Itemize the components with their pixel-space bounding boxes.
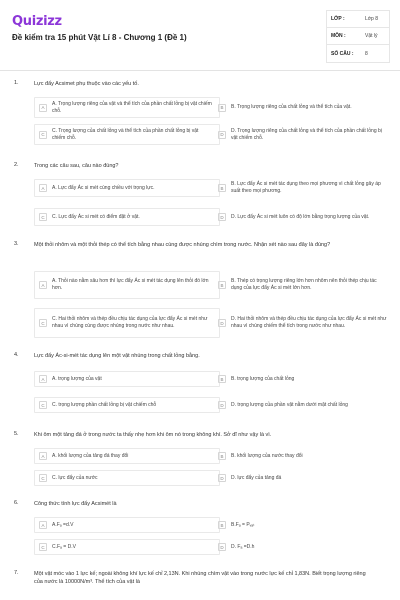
option-text: D. lực đẩy của tảng đá [231, 474, 282, 481]
option-text: A. khối lượng của tảng đá thay đổi [52, 452, 129, 459]
quizizz-logo: Quizizz [12, 14, 62, 29]
option-letter: B [218, 104, 226, 112]
question-text: Một thỏi nhôm và một thỏi thép có thể tích bằng nhau cùng được nhúng chìm trong nước. Nhận xét nào sau đây là đúng? [34, 242, 331, 248]
answer-option-b[interactable] [214, 97, 394, 118]
question-text: Lực đẩy Ác-si-mét tác dụng lên một vật nhúng trong chất lỏng bằng. [34, 353, 200, 359]
option-letter: A [39, 104, 47, 112]
meta-label: MÔN : [331, 33, 346, 39]
option-letter: D [218, 319, 226, 327]
option-letter: C [39, 319, 47, 327]
answer-option-c[interactable] [34, 397, 220, 413]
option-text: B. Lực đẩy Ác si mét tác dụng theo mọi phương vì chất lỏng gây áp suất theo mọi phương. [231, 181, 381, 194]
option-text: C. Trọng lượng của chất lỏng và thể tích của phần chất lỏng bị vật chiếm chỗ. [52, 127, 199, 141]
answer-option-a[interactable] [34, 371, 220, 387]
meta-value: 8 [365, 50, 368, 57]
option-text: A. Lực đẩy Ác si mét cùng chiều với trọng lực. [52, 184, 155, 191]
answer-option-a[interactable] [34, 179, 220, 197]
meta-value: Lớp 8 [365, 16, 379, 22]
question-text: Khi ôm một tảng đá ở trong nước ta thấy nhẹ hơn khi ôm nó trong không khí. Sở dĩ như vậy là vì. [34, 432, 272, 438]
answer-option-b[interactable] [214, 177, 394, 199]
option-letter: A [39, 375, 47, 383]
answer-option-c[interactable] [34, 470, 220, 486]
answer-option-d[interactable] [214, 470, 394, 486]
answer-option-a[interactable] [34, 517, 220, 533]
option-letter: D [218, 401, 226, 409]
option-letter: C [39, 543, 47, 551]
option-letter: C [39, 474, 47, 482]
question-text: Công thức tính lực đẩy Acsimét là [34, 501, 117, 507]
option-text: B.Fₐ = Pᵥₐₜ [231, 521, 255, 528]
option-text: C. trọng lượng phần chất lỏng bị vật chiếm chỗ [52, 401, 157, 408]
option-letter: A [39, 521, 47, 529]
meta-row-subject [327, 28, 389, 45]
answer-option-d[interactable] [214, 124, 394, 145]
answer-option-d[interactable] [214, 539, 394, 555]
question-number: 6. [14, 500, 19, 506]
question-number: 2. [14, 162, 19, 168]
option-letter: C [39, 213, 47, 221]
answer-option-b[interactable] [214, 271, 394, 299]
option-text: D. Lực đẩy Ác si mét luôn có độ lớn bằng trọng lượng của vật. [231, 213, 370, 220]
option-letter: B [218, 184, 226, 192]
question-text: Trong các câu sau, câu nào đúng? [34, 163, 119, 169]
answer-option-c[interactable] [34, 539, 220, 555]
question-number: 1. [14, 80, 19, 86]
option-text: D. Hai thỏi nhôm và thép đều chịu tác dụng của lực đẩy Ác si mét như nhau vì chúng chiếm thể tích trong nước như nhau. [231, 316, 387, 329]
question-number: 4. [14, 352, 19, 358]
question-number: 7. [14, 570, 19, 576]
option-text: D. Fₐ =D.h [231, 543, 255, 550]
answer-option-c[interactable] [34, 208, 220, 226]
meta-label: LỚP : [331, 16, 345, 22]
option-text: C. lực đẩy của nước [52, 474, 98, 481]
header-divider [0, 70, 400, 71]
answer-option-b[interactable] [214, 448, 394, 464]
answer-option-a[interactable] [34, 448, 220, 464]
question-text: Một vật móc vào 1 lực kế; ngoài không khí lực kế chỉ 2,13N. Khi nhúng chìm vật vào trong nước lực kế chỉ 1,83N. Biết trọng lượng riêng của nước là 10000N/m³. Thể tích của vật là [34, 571, 366, 585]
question-number: 3. [14, 241, 19, 247]
option-letter: A [39, 281, 47, 289]
option-text: A. Trọng lượng riêng của vật và thể tích của phần chất lỏng bị vật chiếm chỗ. [52, 100, 212, 114]
option-letter: B [218, 521, 226, 529]
option-text: D. trọng lượng của phần vật nằm dưới mặt chất lỏng [231, 401, 348, 408]
option-letter: A [39, 184, 47, 192]
option-text: B. khối lượng của nước thay đổi [231, 452, 303, 459]
option-text: C. Lực đẩy Ác si mét có điểm đặt ở vật. [52, 213, 140, 220]
worksheet-header [0, 0, 400, 64]
answer-option-c[interactable] [34, 124, 220, 145]
meta-info-box [326, 10, 390, 63]
option-letter: B [218, 452, 226, 460]
option-text: A. Thỏi nào nằm sâu hơn thì lực đẩy Ác si mét tác dụng lên thỏi đó lớn hơn. [52, 278, 209, 291]
question-text: Lực đẩy Acsimet phụ thuộc vào các yếu tố. [34, 81, 139, 87]
option-letter: D [218, 543, 226, 551]
option-text: C.Fₐ = D.V [52, 543, 76, 550]
option-letter: D [218, 474, 226, 482]
option-text: B. trọng lượng của chất lỏng [231, 375, 295, 382]
option-letter: B [218, 375, 226, 383]
answer-option-d[interactable] [214, 394, 394, 416]
answer-option-a[interactable] [34, 97, 220, 118]
option-letter: D [218, 131, 226, 139]
answer-option-b[interactable] [214, 371, 394, 387]
option-letter: A [39, 452, 47, 460]
meta-row-class [327, 11, 389, 28]
option-text: C. Hai thỏi nhôm và thép đều chịu tác dụng của lực đẩy Ác si mét như nhau vì chúng cùng được nhúng trong nước như nhau. [52, 316, 208, 329]
answer-option-c[interactable] [34, 308, 220, 338]
question-number: 5. [14, 431, 19, 437]
option-text: A. trọng lượng của vật [52, 375, 102, 382]
option-text: B. Trọng lượng riêng của chất lỏng và thể tích của vật. [231, 104, 352, 110]
page-title: Đề kiểm tra 15 phút Vật Lí 8 - Chương 1 (Đề 1) [12, 33, 187, 42]
meta-value: Vật lý [365, 33, 378, 39]
answer-option-b[interactable] [214, 517, 394, 533]
option-text: D. Trọng lượng riêng của chất lỏng và thể tích của phần chất lỏng bị vật chiếm chỗ. [231, 127, 382, 141]
answer-option-d[interactable] [214, 206, 394, 228]
option-letter: B [218, 281, 226, 289]
option-letter: C [39, 401, 47, 409]
option-letter: C [39, 131, 47, 139]
answer-option-a[interactable] [34, 271, 220, 299]
meta-row-count [327, 45, 389, 62]
meta-label: SỐ CÂU : [331, 50, 354, 57]
option-text: B. Thép có trọng lượng riêng lớn hơn nhôm nên thỏi thép chịu tác dụng của lực đẩy Ác si mét lớn hơn. [231, 278, 377, 291]
option-text: A.Fₐ =d.V [52, 521, 74, 528]
answer-option-d[interactable] [214, 308, 394, 338]
option-letter: D [218, 213, 226, 221]
